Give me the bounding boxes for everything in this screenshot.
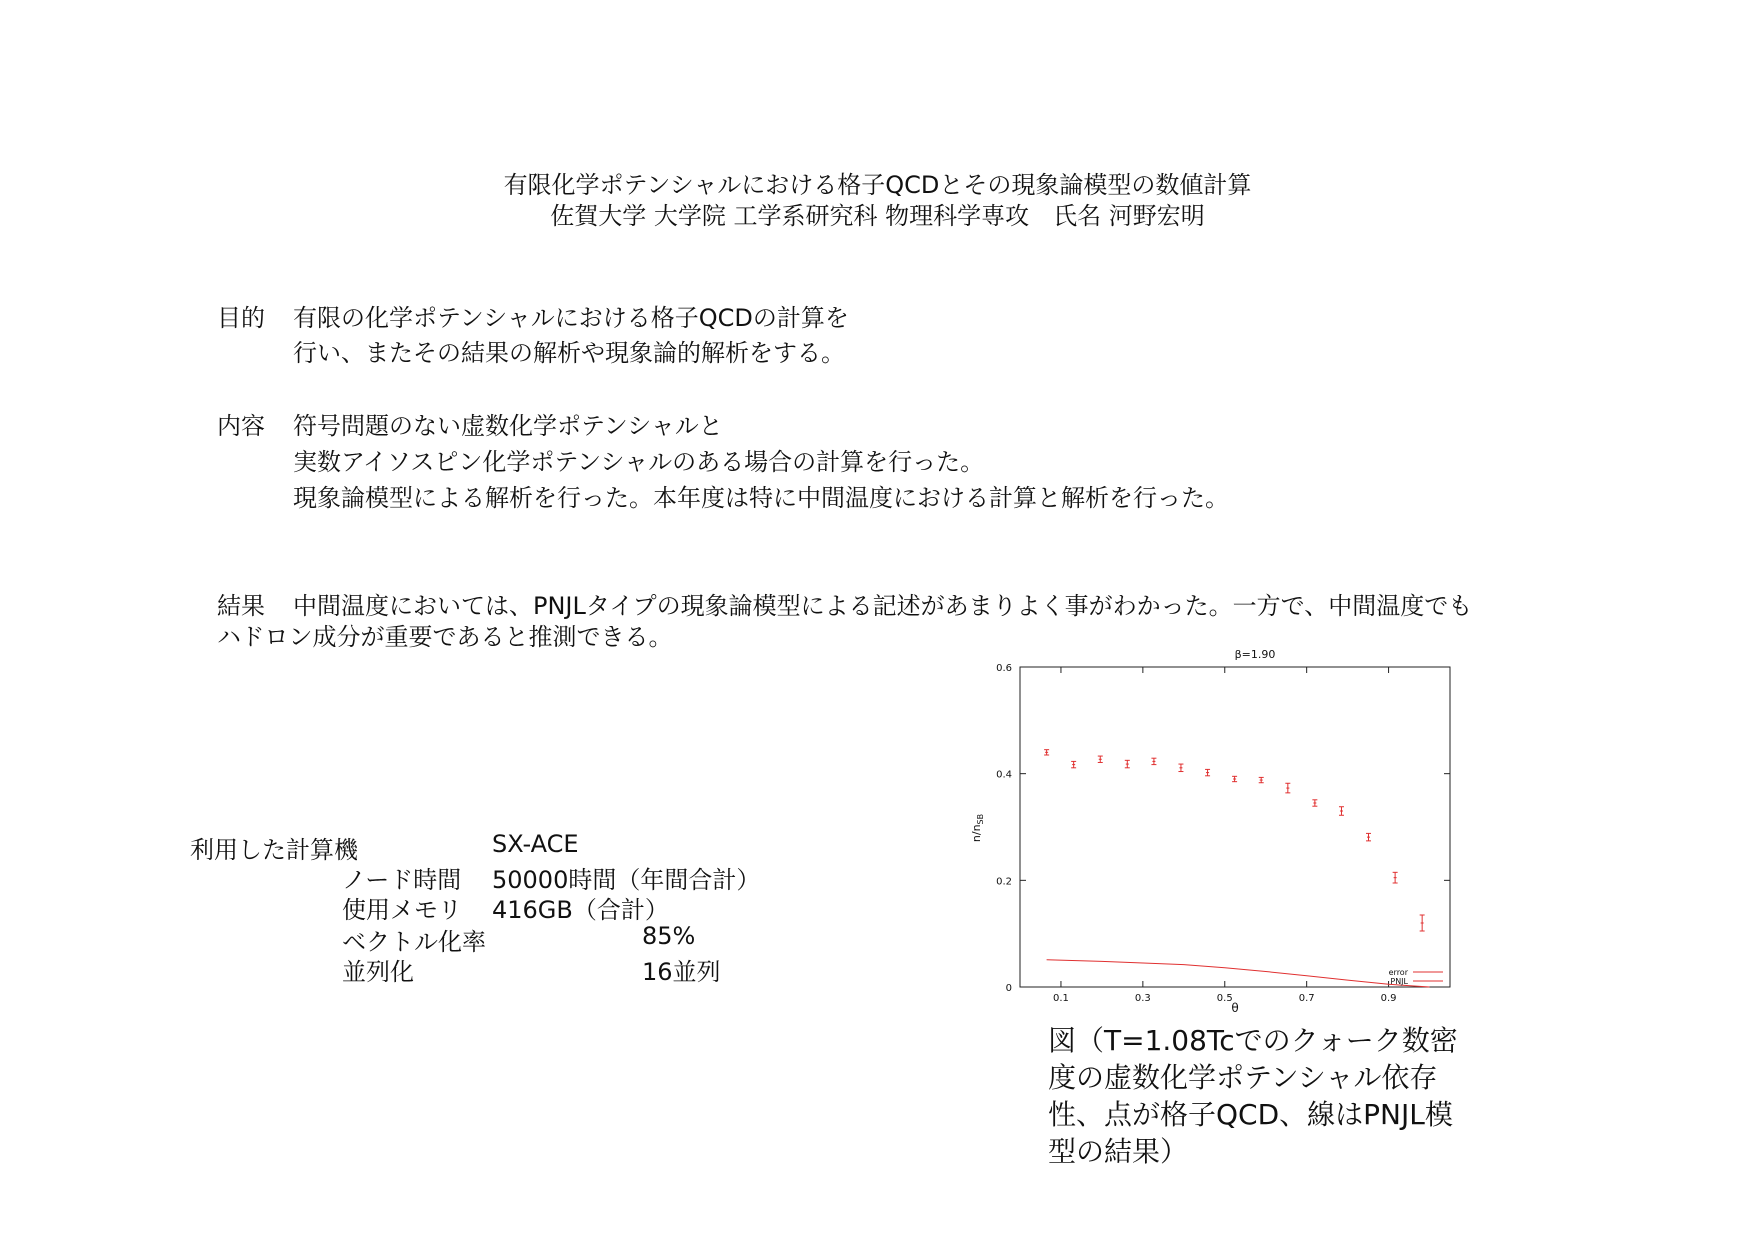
result-line-1: 中間温度においては、PNJLタイプの現象論模型による記述があまりよく事がわかった。一方で、中間温度でも <box>293 592 1473 620</box>
y-axis-label: $n/n_{SB}$ <box>970 813 985 843</box>
purpose-line-2: 行い、またその結果の解析や現象論的解析をする。 <box>293 339 845 367</box>
vectorization-value: 85% <box>642 922 696 950</box>
x-axis-ticks <box>1053 667 1397 1004</box>
content-line-3: 現象論模型による解析を行った。本年度は特に中間温度における計算と解析を行った。 <box>293 484 1229 512</box>
y-tick-label: 0.6 <box>996 663 1012 674</box>
node-hours-value: 50000時間（年間合計） <box>492 866 761 894</box>
legend-pnjl-label: PNJL <box>1390 977 1408 986</box>
plot-frame <box>1020 667 1450 987</box>
y-tick-label: 0.4 <box>996 769 1012 781</box>
x-tick-label: 0.3 <box>1134 993 1151 1004</box>
lattice-qcd-points <box>1044 750 1425 931</box>
x-tick-label: 0.7 <box>1298 993 1315 1004</box>
y-axis-ticks <box>996 663 1450 994</box>
content-line-2: 実数アイソスピン化学ポテンシャルのある場合の計算を行った。 <box>293 448 985 476</box>
caption-line-1: 図（T=1.08Tcでのクォーク数密 <box>1048 1024 1458 1057</box>
y-tick-label: 0 <box>1005 983 1012 994</box>
parallel-value: 16並列 <box>642 958 721 986</box>
figure-caption <box>1048 1022 1458 1170</box>
y-tick-label: 0.2 <box>996 876 1012 888</box>
content-line-1: 符号問題のない虚数化学ポテンシャルと <box>293 412 723 440</box>
caption-line-4: 型の結果） <box>1048 1135 1189 1168</box>
content-label: 内容 <box>217 412 265 440</box>
caption-line-2: 度の虚数化学ポテンシャル依存 <box>1048 1061 1438 1094</box>
x-axis-label: θ <box>1231 1001 1239 1015</box>
vectorization-label: ベクトル化率 <box>342 928 486 956</box>
legend-error-label: error <box>1388 968 1408 977</box>
pnjl-line <box>1047 960 1430 987</box>
memory-label: 使用メモリ <box>342 896 462 924</box>
chart-title: β=1.90 <box>1234 648 1276 661</box>
memory-value: 416GB（合計） <box>492 896 669 924</box>
node-hours-label: ノード時間 <box>342 866 462 894</box>
x-tick-label: 0.9 <box>1380 993 1397 1004</box>
chart-legend <box>1389 968 1443 986</box>
document-title: 有限化学ポテンシャルにおける格子QCDとその現象論模型の数値計算 <box>503 171 1252 199</box>
result-line-2: ハドロン成分が重要であると推測できる。 <box>217 623 673 651</box>
computer-label: 利用した計算機 <box>190 836 358 864</box>
result-label: 結果 <box>217 592 265 620</box>
parallel-label: 並列化 <box>342 958 414 986</box>
x-tick-label: 0.5 <box>1216 993 1233 1004</box>
caption-line-3: 性、点が格子QCD、線はPNJL模 <box>1048 1098 1453 1131</box>
x-tick-label: 0.1 <box>1052 993 1069 1004</box>
density-chart <box>960 640 1500 1020</box>
author-line: 佐賀大学 大学院 工学系研究科 物理科学専攻 氏名 河野宏明 <box>550 202 1205 230</box>
purpose-label: 目的 <box>217 304 265 332</box>
purpose-line-1: 有限の化学ポテンシャルにおける格子QCDの計算を <box>293 304 849 332</box>
computer-value: SX-ACE <box>492 830 579 858</box>
